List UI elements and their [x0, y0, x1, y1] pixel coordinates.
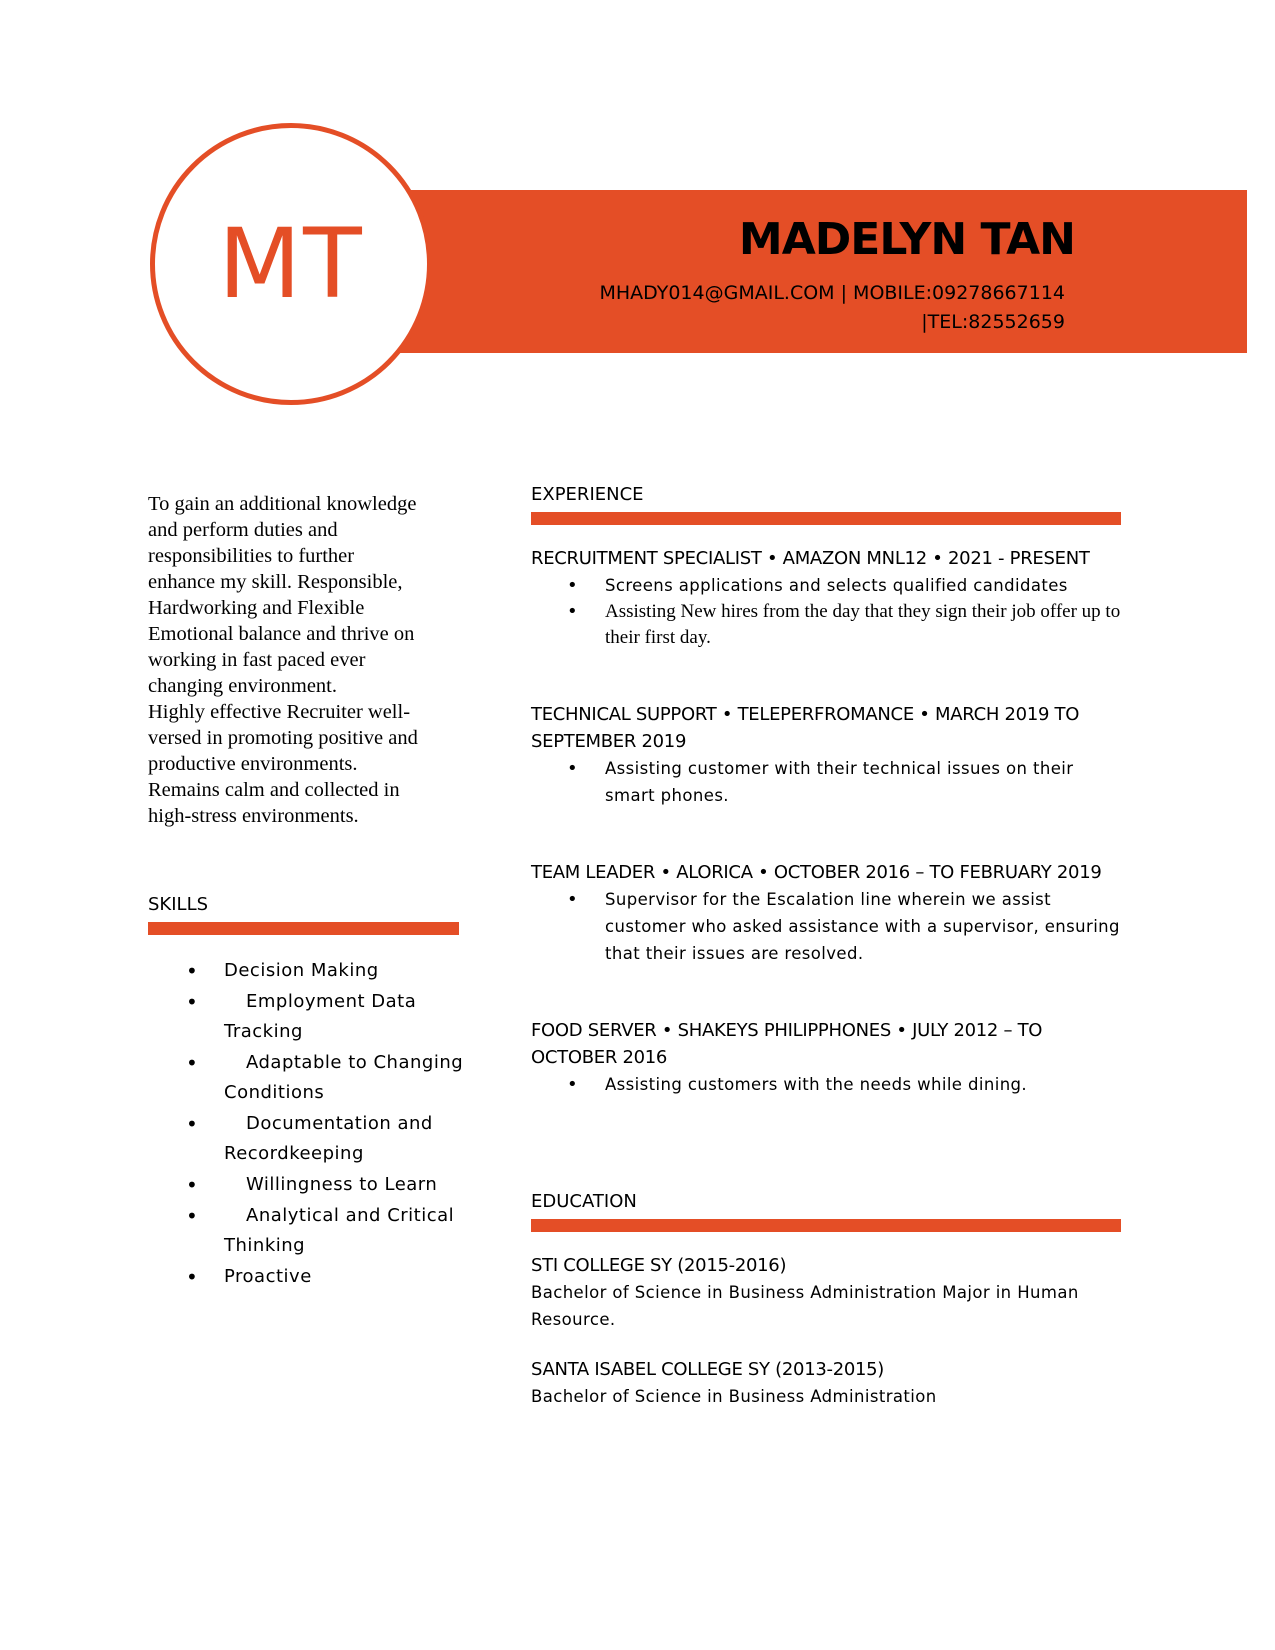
objective-line: changing environment. [148, 675, 338, 697]
objective-line: versed in promoting positive and [148, 727, 418, 749]
skills-rule [148, 922, 459, 935]
job-bullets [531, 755, 1121, 809]
skill-item: • Proactive [186, 1262, 476, 1292]
skill-item: • Documentation and Recordkeeping [186, 1109, 476, 1169]
objective-line: Hardworking and Flexible [148, 597, 365, 619]
job-title: TEAM LEADER • ALORICA • OCTOBER 2016 – TO FEBRUARY 2019 [531, 862, 1102, 883]
objective-line: enhance my skill. Responsible, [148, 571, 403, 593]
skill-item: • Analytical and Critical Thinking [186, 1201, 476, 1261]
objective-line: working in fast paced ever [148, 649, 366, 671]
skill-item: • Adaptable to Changing Conditions [186, 1048, 476, 1108]
job-bullet: • Assisting customers with the needs while dining. [531, 1071, 1121, 1098]
education-entry [531, 1356, 1121, 1410]
objective-line: productive environments. [148, 753, 358, 775]
candidate-name: MADELYN TAN [738, 214, 1075, 265]
objective-line: and perform duties and [148, 519, 338, 541]
job-bullet: • Supervisor for the Escalation line wherein we assist customer who asked assistance with a supervisor, ensuring that their issues are resolved. [531, 886, 1121, 967]
job-bullets [531, 572, 1121, 651]
job-entry [531, 545, 1121, 651]
objective-line: Emotional balance and thrive on [148, 623, 415, 645]
job-title: RECRUITMENT SPECIALIST • AMAZON MNL12 • 2021 - PRESENT [531, 548, 1090, 569]
job-bullet: • Assisting New hires from the day that they sign their job offer up to their first day. [531, 599, 1121, 651]
job-bullet: • Screens applications and selects qualified candidates [531, 572, 1121, 599]
experience-heading: EXPERIENCE [531, 484, 644, 505]
education-entry [531, 1252, 1121, 1333]
objective-line: Highly effective Recruiter well- [148, 701, 411, 723]
job-entry [531, 859, 1121, 967]
objective-text [148, 491, 468, 829]
objective-line: Remains calm and collected in [148, 779, 400, 801]
job-bullet: • Assisting customer with their technical issues on their smart phones. [531, 755, 1121, 809]
school-title: SANTA ISABEL COLLEGE SY (2013-2015) [531, 1359, 885, 1380]
job-entry [531, 1017, 1121, 1098]
education-heading: EDUCATION [531, 1191, 637, 1212]
objective-line: To gain an additional knowledge [148, 493, 417, 515]
skill-item: • Decision Making [186, 956, 476, 986]
job-entry [531, 701, 1121, 809]
objective-line: high-stress environments. [148, 805, 359, 827]
skills-list [186, 956, 476, 1293]
skill-item: • Willingness to Learn [186, 1170, 476, 1200]
skills-heading: SKILLS [148, 894, 209, 915]
education-rule [531, 1219, 1121, 1232]
contact-info [545, 279, 1065, 337]
job-title: TECHNICAL SUPPORT • TELEPERFROMANCE • MARCH 2019 TO SEPTEMBER 2019 [531, 704, 1080, 752]
monogram-circle [150, 123, 432, 405]
degree-desc: Bachelor of Science in Business Administration Major in Human Resource. [531, 1283, 1079, 1329]
monogram: MT [218, 208, 364, 320]
objective-line: responsibilities to further [148, 545, 355, 567]
contact-line-1: MHADY014@GMAIL.COM | MOBILE:09278667114 [599, 282, 1065, 304]
job-title: FOOD SERVER • SHAKEYS PHILIPPHONES • JULY 2012 – TO OCTOBER 2016 [531, 1020, 1043, 1068]
contact-line-2: |TEL:82552659 [921, 311, 1065, 333]
job-bullets [531, 1071, 1121, 1098]
degree-desc: Bachelor of Science in Business Administration [531, 1387, 937, 1406]
school-title: STI COLLEGE SY (2015-2016) [531, 1255, 787, 1276]
job-bullets [531, 886, 1121, 967]
skill-item: • Employment Data Tracking [186, 987, 476, 1047]
experience-rule [531, 512, 1121, 525]
